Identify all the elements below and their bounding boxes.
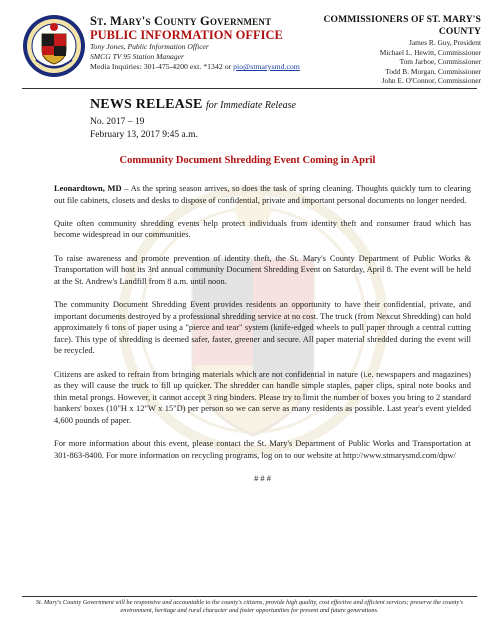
header-office-block xyxy=(90,14,340,72)
mission-statement: St. Mary's County Government will be responsive and accountable to the county's citizens, provide high quality, cost effective and efficient services; preserve the county's environment, heritage and rural character and foster opportunities for present and future generations. xyxy=(35,599,464,614)
paragraph-4: The community Document Shredding Event provides residents an opportunity to have their confidential, private, and important documents destroyed by a professional shredding service at no cost. The truck (from Nexcut Shredding) can hold approximately 6 tons of paper using a "pierce and tear" system (knife-edged wheels to pull paper through a central cutting face). This type of shredding is deemed safer, faster, greener and secure. All paper material shredded during the event will be recycled. xyxy=(54,298,471,356)
media-inquiries: Media Inquiries: 301-475-4200 ext. *1342 or pio@stmarysmd.com xyxy=(90,62,300,71)
headline: Community Document Shredding Event Coming in April xyxy=(119,155,376,166)
release-meta xyxy=(90,116,198,142)
county-seal-logo xyxy=(22,14,86,78)
government-title: St. Mary's County Government xyxy=(90,14,272,28)
paragraph-5: Citizens are asked to refrain from bringing materials which are not confidential in nature (i.e. newspapers and magazines) as they will cause the truck to fill up quicker. The shredder can handle simple staples, paper clips, spiral note books and thin metal prongs. However, it cannot accept 3 ring binders. Please try to limit the number of boxes you bring to 2 standard bankers' boxes (10"H x 12"W x 15"D) per person so we can serve as many residents as possible. Last year's event yielded 4,600 pounds of paper. xyxy=(54,368,471,425)
commissioner-name: James R. Guy, President xyxy=(409,38,481,47)
commissioners-block xyxy=(316,14,481,86)
paragraph-3: To raise awareness and promote prevention of identity theft, the St. Mary's County Department of Public Works & Transportation will host its 3rd annual community Document Shredding Event on Saturday, April 8. The event will be held at the St. Andrew's Landfill from 8 a.m. until noon. xyxy=(54,252,471,286)
pio-email-link[interactable]: pio@stmarysmd.com xyxy=(233,62,300,71)
tv-manager: SMCG TV 95 Station Manager xyxy=(90,51,184,61)
paragraph-1: Leonardtown, MD – As the spring season arrives, so does the task of spring cleaning. Thoughts quickly turn to clearing out file cabinets, closets and desks to dispose of confidential, private and important personal documents no longer needed. xyxy=(54,183,471,205)
paragraph-2: Quite often community shredding events help protect individuals from identity theft and consumer fraud which has become widespread in our communities. xyxy=(54,217,471,240)
dateline: Leonardtown, MD xyxy=(54,183,122,193)
commissioner-name: John E. O'Connor, Commissioner xyxy=(381,76,481,86)
end-mark: # # # xyxy=(254,472,271,483)
commissioner-name: Michael L. Hewitt, Commissioner xyxy=(379,47,481,57)
pio-officer: Tony Jones, Public Information Officer xyxy=(90,42,209,51)
release-date: February 13, 2017 9:45 a.m. xyxy=(90,130,198,140)
office-title: PUBLIC INFORMATION OFFICE xyxy=(90,28,283,42)
header-divider xyxy=(22,88,477,89)
commissioners-title: COMMISSIONERS OF ST. MARY'S COUNTY xyxy=(323,14,481,37)
footer-divider xyxy=(22,596,477,597)
release-number: No. 2017 – 19 xyxy=(90,117,145,127)
article-body xyxy=(54,183,471,496)
release-heading: NEWS RELEASE for Immediate Release xyxy=(90,97,296,112)
paragraph-6: For more information about this event, please contact the St. Mary's Department of Public Works and Transportation at 301-863-8400. For more information on recycling programs, log on to our website at http://www.stmarysmd.com/dpw/ xyxy=(54,438,471,460)
commissioner-name: Tom Jarboe, Commissioner xyxy=(399,57,481,67)
commissioner-name: Todd B. Morgan, Commissioner xyxy=(385,66,481,76)
